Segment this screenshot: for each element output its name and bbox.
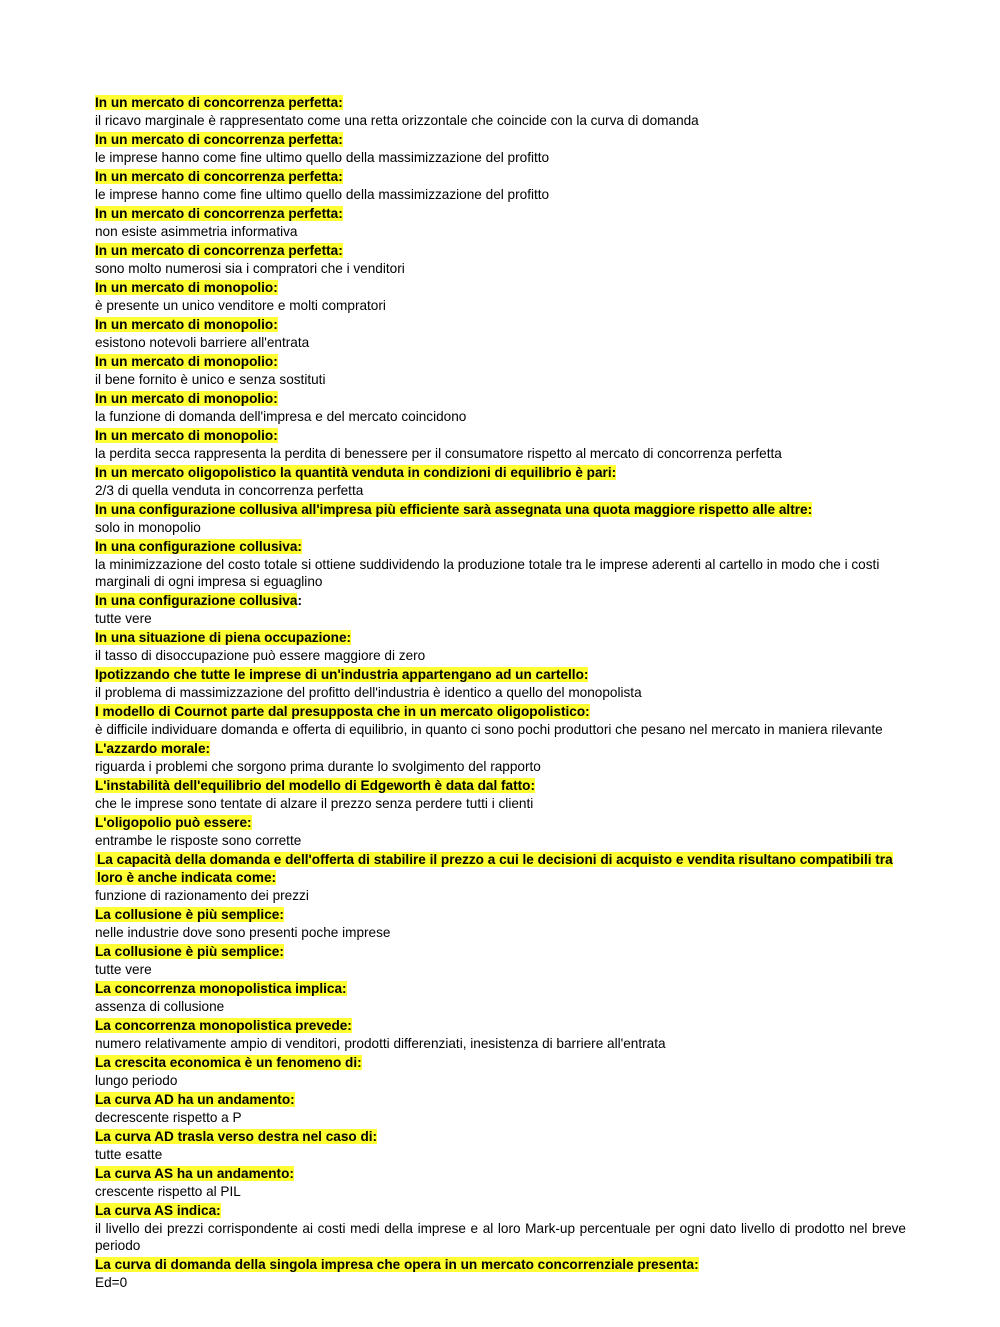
question-text: [95, 1165, 906, 1183]
question-highlight: Ipotizzando che tutte le imprese di un'industria appartengano ad un cartello:: [95, 667, 589, 682]
answer-text: riguarda i problemi che sorgono prima durante lo svolgimento del rapporto: [95, 759, 541, 774]
qa-item: [95, 242, 906, 277]
question-text: [95, 1202, 906, 1220]
question-text: [95, 592, 906, 610]
question-highlight: In un mercato oligopolistico la quantità venduta in condizioni di equilibrio è pari:: [95, 465, 617, 480]
question-highlight: In una configurazione collusiva:: [95, 539, 302, 554]
question-highlight: In una configurazione collusiva all'impresa più efficiente sarà assegnata una quota maggiore rispetto alle altre:: [95, 502, 813, 517]
answer-text: decrescente rispetto a P: [95, 1110, 242, 1125]
qa-item: [95, 168, 906, 203]
answer-text: la perdita secca rappresenta la perdita di benessere per il consumatore rispetto al mercato di concorrenza perfetta: [95, 446, 782, 461]
qa-item: [95, 629, 906, 664]
question-text: [95, 242, 906, 260]
question-text: [95, 943, 906, 961]
answer-text: assenza di collusione: [95, 999, 225, 1014]
question-highlight: In un mercato di concorrenza perfetta:: [95, 243, 343, 258]
question-text: [95, 703, 906, 721]
answer-text: entrambe le risposte sono corrette: [95, 833, 302, 848]
question-text: [95, 464, 906, 482]
question-highlight: La curva AS indica:: [95, 1203, 221, 1218]
question-text: [95, 814, 906, 832]
question-text: [95, 316, 906, 334]
qa-item: [95, 1091, 906, 1126]
question-highlight: In un mercato di monopolio:: [95, 317, 278, 332]
question-highlight: In un mercato di monopolio:: [95, 428, 278, 443]
answer-text: nelle industrie dove sono presenti poche imprese: [95, 925, 391, 940]
question-highlight: La collusione è più semplice:: [95, 944, 284, 959]
qa-item: [95, 390, 906, 425]
question-text: [95, 538, 906, 556]
qa-item: [95, 538, 906, 590]
question-highlight: In un mercato di concorrenza perfetta:: [95, 95, 343, 110]
answer-text: la minimizzazione del costo totale si ottiene suddividendo la produzione totale tra le imprese aderenti al cartello in modo che i costi marginali di ogni impresa si eguaglino: [95, 557, 880, 589]
qa-item: [95, 980, 906, 1015]
question-highlight: In un mercato di monopolio:: [95, 354, 278, 369]
question-highlight: In un mercato di concorrenza perfetta:: [95, 169, 343, 184]
question-suffix: :: [297, 593, 302, 608]
question-highlight: In un mercato di concorrenza perfetta:: [95, 132, 343, 147]
question-text: [95, 1091, 906, 1109]
qa-item: [95, 666, 906, 701]
question-highlight: In un mercato di monopolio:: [95, 391, 278, 406]
answer-text: il problema di massimizzazione del profitto dell'industria è identico a quello del monopolista: [95, 685, 642, 700]
qa-item: [95, 703, 906, 738]
question-text: [95, 777, 906, 795]
qa-item: [95, 316, 906, 351]
qa-item: [95, 906, 906, 941]
question-text: [95, 94, 906, 112]
qa-item: [95, 740, 906, 775]
qa-item: [95, 1202, 906, 1254]
question-highlight: La concorrenza monopolistica prevede:: [95, 1018, 352, 1033]
question-text: [95, 1128, 906, 1146]
question-highlight: La curva di domanda della singola impresa che opera in un mercato concorrenziale presenta:: [95, 1257, 699, 1272]
answer-text: il livello dei prezzi corrispondente ai costi medi della imprese e al loro Mark-up percentuale per ogni dato livello di prodotto nel breve periodo: [95, 1221, 906, 1253]
question-text: [95, 353, 906, 371]
question-text: [95, 1054, 906, 1072]
qa-item: [95, 814, 906, 849]
question-text: [95, 427, 906, 445]
question-text: [95, 629, 906, 647]
answer-text: tutte vere: [95, 962, 152, 977]
qa-item: [95, 427, 906, 462]
document-body: [95, 94, 906, 1293]
qa-item: [95, 777, 906, 812]
question-text: [95, 1256, 906, 1274]
question-highlight: In un mercato di monopolio:: [95, 280, 278, 295]
qa-item: [95, 94, 906, 129]
answer-text: le imprese hanno come fine ultimo quello della massimizzazione del profitto: [95, 187, 550, 202]
answer-text: funzione di razionamento dei prezzi: [95, 888, 309, 903]
answer-text: il ricavo marginale è rappresentato come una retta orizzontale che coincide con la curva di domanda: [95, 113, 699, 128]
question-highlight: In una configurazione collusiva: [95, 593, 298, 608]
question-highlight: L'azzardo morale:: [95, 741, 211, 756]
question-text: [95, 851, 906, 887]
question-highlight: In un mercato di concorrenza perfetta:: [95, 206, 343, 221]
question-highlight: La curva AS ha un andamento:: [95, 1166, 294, 1181]
qa-item: [95, 353, 906, 388]
qa-item: [95, 205, 906, 240]
question-highlight: L'oligopolio può essere:: [95, 815, 252, 830]
question-highlight: In una situazione di piena occupazione:: [95, 630, 352, 645]
qa-item: [95, 943, 906, 978]
question-highlight: I modello di Cournot parte dal presupposta che in un mercato oligopolistico:: [95, 704, 590, 719]
question-highlight: La crescita economica è un fenomeno di:: [95, 1055, 362, 1070]
answer-text: non esiste asimmetria informativa: [95, 224, 298, 239]
question-text: [95, 501, 906, 519]
answer-text: numero relativamente ampio di venditori, prodotti differenziati, inesistenza di barriere all'entrata: [95, 1036, 666, 1051]
qa-item: [95, 464, 906, 499]
question-highlight: La curva AD trasla verso destra nel caso di:: [95, 1129, 378, 1144]
answer-text: è difficile individuare domanda e offerta di equilibrio, in quanto ci sono pochi produttori che pesano nel mercato in maniera rilevante: [95, 722, 883, 737]
answer-text: solo in monopolio: [95, 520, 201, 535]
qa-item: [95, 592, 906, 627]
qa-item: [95, 131, 906, 166]
qa-item: [95, 1054, 906, 1089]
question-highlight: L'instabilità dell'equilibrio del modello di Edgeworth è data dal fatto:: [95, 778, 535, 793]
answer-text: le imprese hanno come fine ultimo quello della massimizzazione del profitto: [95, 150, 550, 165]
answer-text: 2/3 di quella venduta in concorrenza perfetta: [95, 483, 364, 498]
qa-item: [95, 851, 906, 904]
answer-text: crescente rispetto al PIL: [95, 1184, 241, 1199]
qa-item: [95, 279, 906, 314]
answer-text: tutte vere: [95, 611, 152, 626]
question-text: [95, 205, 906, 223]
answer-text: che le imprese sono tentate di alzare il prezzo senza perdere tutti i clienti: [95, 796, 534, 811]
question-text: [95, 1017, 906, 1035]
answer-text: il bene fornito è unico e senza sostituti: [95, 372, 326, 387]
question-text: [95, 980, 906, 998]
question-text: [95, 131, 906, 149]
question-highlight: La concorrenza monopolistica implica:: [95, 981, 347, 996]
answer-text: Ed=0: [95, 1275, 128, 1290]
answer-text: tutte esatte: [95, 1147, 163, 1162]
question-text: [95, 666, 906, 684]
answer-text: il tasso di disoccupazione può essere maggiore di zero: [95, 648, 426, 663]
question-text: [95, 906, 906, 924]
qa-item: [95, 501, 906, 536]
question-text: [95, 279, 906, 297]
question-highlight: La capacità della domanda e dell'offerta di stabilire il prezzo a cui le decisioni di acquisto e vendita risultano compatibili tra loro è anche indicata come:: [97, 852, 893, 885]
question-text: [95, 740, 906, 758]
qa-item: [95, 1017, 906, 1052]
answer-text: lungo periodo: [95, 1073, 178, 1088]
answer-text: è presente un unico venditore e molti compratori: [95, 298, 386, 313]
answer-text: sono molto numerosi sia i compratori che i venditori: [95, 261, 405, 276]
qa-item: [95, 1128, 906, 1163]
question-text: [95, 390, 906, 408]
question-text: [95, 168, 906, 186]
answer-text: la funzione di domanda dell'impresa e del mercato coincidono: [95, 409, 467, 424]
answer-text: esistono notevoli barriere all'entrata: [95, 335, 310, 350]
question-highlight: La collusione è più semplice:: [95, 907, 284, 922]
qa-item: [95, 1165, 906, 1200]
question-highlight: La curva AD ha un andamento:: [95, 1092, 295, 1107]
qa-item: [95, 1256, 906, 1291]
